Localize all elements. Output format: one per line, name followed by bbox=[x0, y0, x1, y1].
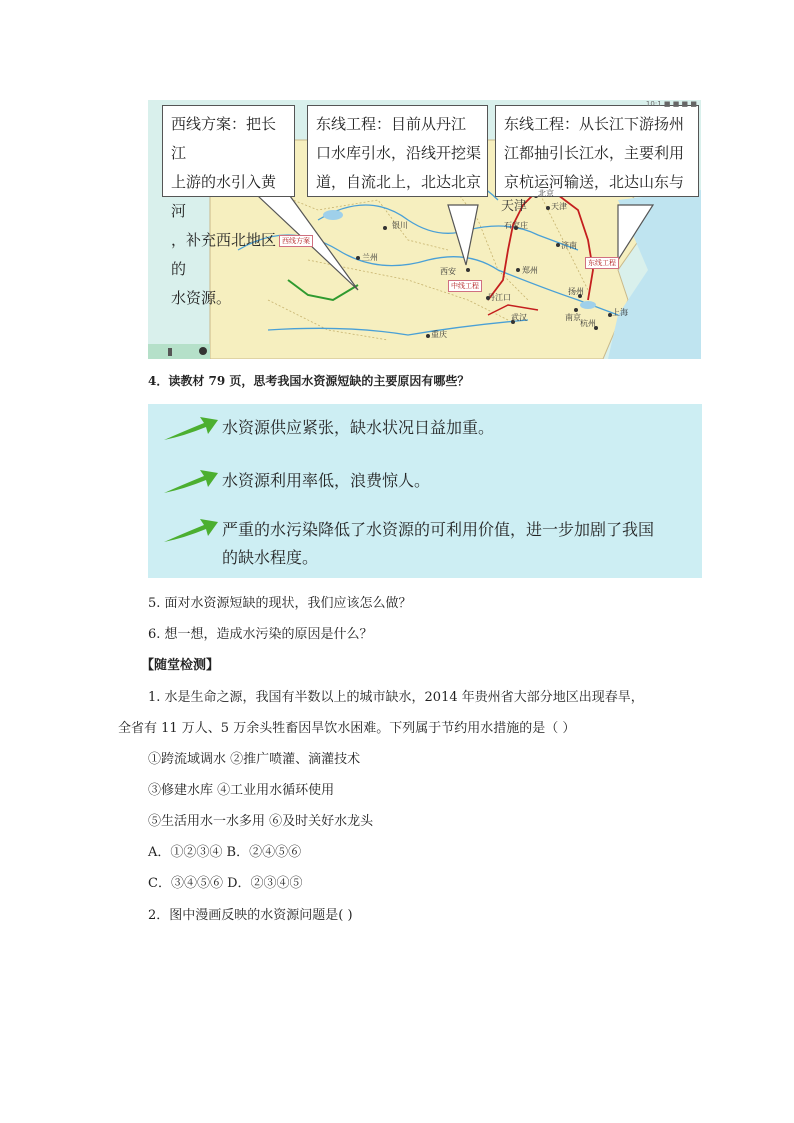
test-question-1-line-1: 1. 水是生命之源，我国有半数以上的城市缺水，2014 年贵州省大部分地区出现春旱， bbox=[148, 690, 644, 705]
callout-west-route bbox=[162, 105, 295, 307]
city-label: 济南 bbox=[561, 241, 577, 250]
city-label-large: 天津 bbox=[501, 199, 528, 214]
choice-line: C．③④⑤⑥ D．②③④⑤ bbox=[148, 876, 303, 891]
route-tag-west: 西线方案 bbox=[279, 235, 313, 247]
slide-toolbar: 10:1 ■ ■ ■ ■ bbox=[645, 100, 697, 108]
answer-text: 水资源供应紧张，缺水状况日益加重。 bbox=[222, 418, 495, 437]
city-label: 武汉 bbox=[511, 313, 527, 322]
callout-east-text: 东线工程：从长江下游扬州 江都抽引长江水，主要利用 京杭运河输送，北达山东与 bbox=[504, 115, 685, 191]
city-label: 南京 bbox=[565, 313, 581, 322]
answer-text: 水资源利用率低，浪费惊人。 bbox=[222, 471, 431, 490]
route-tag-east: 东线工程 bbox=[585, 257, 619, 269]
option-line: ③修建水库 ④工业用水循环使用 bbox=[148, 783, 335, 798]
question-5: 5. 面对水资源短缺的现状，我们应该怎么做？ bbox=[148, 596, 412, 611]
city-label: 银川 bbox=[392, 221, 408, 230]
green-arrow-icon bbox=[162, 467, 220, 495]
city-label: 兰州 bbox=[362, 253, 378, 262]
callout-middle-text: 东线工程：目前从丹江 口水库引水，沿线开挖渠 道，自流北上，北达北京 bbox=[316, 115, 482, 191]
callout-west-text: 西线方案：把长江 上游的水引入黄河 ，补充西北地区的 水资源。 bbox=[171, 115, 277, 307]
water-transfer-map bbox=[148, 100, 701, 359]
city-label: 杭州 bbox=[580, 319, 596, 328]
city-label: 重庆 bbox=[431, 330, 447, 339]
city-label: 西安 bbox=[440, 267, 456, 276]
question-6: 6. 想一想，造成水污染的原因是什么？ bbox=[148, 627, 373, 642]
route-tag-middle: 中线工程 bbox=[448, 280, 482, 292]
answer-box bbox=[148, 404, 702, 578]
question-4: 4．读教材 79 页，思考我国水资源短缺的主要原因有哪些？ bbox=[148, 374, 470, 388]
green-arrow-icon bbox=[162, 516, 220, 544]
city-label: 北京 bbox=[538, 189, 554, 198]
city-label: 郑州 bbox=[522, 266, 538, 275]
city-label: 石家庄 bbox=[504, 221, 528, 230]
option-line: ①跨流域调水 ②推广喷灌、滴灌技术 bbox=[148, 752, 361, 767]
city-label: 扬州 bbox=[568, 287, 584, 296]
green-arrow-icon bbox=[162, 414, 220, 442]
callout-east-route bbox=[495, 105, 699, 197]
answer-text: 严重的水污染降低了水资源的可利用价值，进一步加剧了我国 的缺水程度。 bbox=[222, 520, 655, 567]
option-line: ⑤生活用水一水多用 ⑥及时关好水龙头 bbox=[148, 814, 374, 829]
callout-middle-route bbox=[307, 105, 488, 197]
city-label: 丹江口 bbox=[487, 293, 511, 302]
test-question-2: 2．图中漫画反映的水资源问题是( ) bbox=[148, 908, 353, 923]
choice-line: A．①②③④ B．②④⑤⑥ bbox=[148, 845, 302, 860]
section-title: 【随堂检测】 bbox=[141, 658, 220, 673]
city-label: 上海 bbox=[612, 308, 628, 317]
test-question-1-line-2: 全省有 11 万人、5 万余头牲畜因旱饮水困难。下列属于节约用水措施的是（ ） bbox=[118, 721, 576, 736]
city-label: 天津 bbox=[551, 202, 567, 211]
